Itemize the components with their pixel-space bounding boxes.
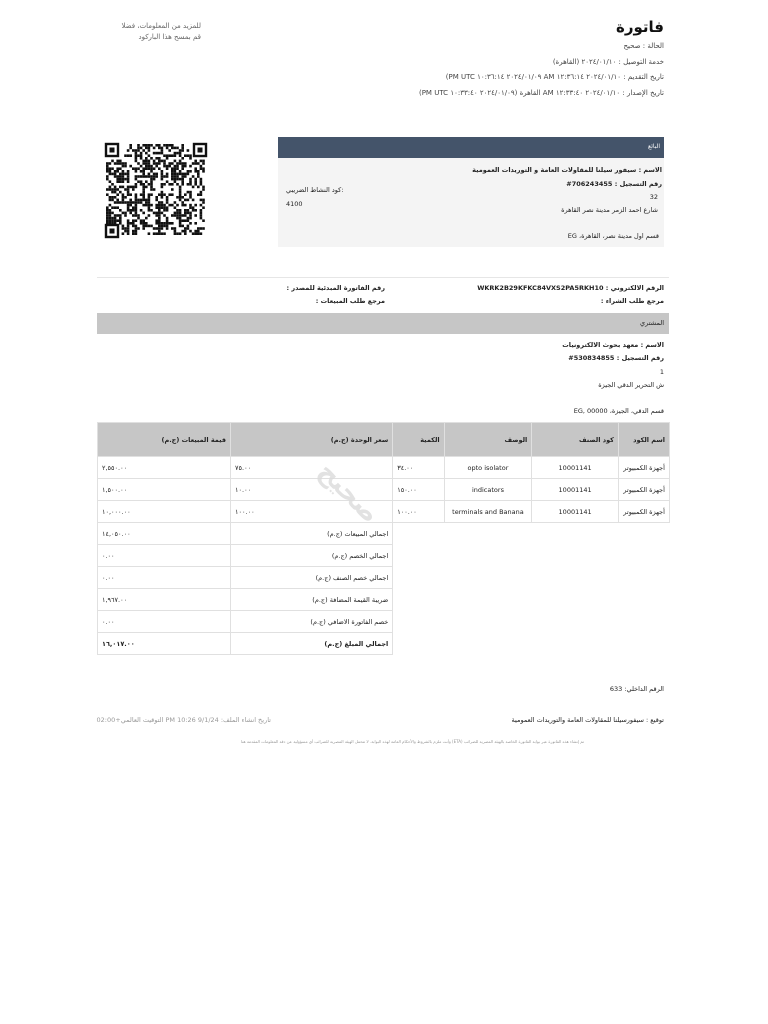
items-table <box>97 422 670 655</box>
cell-item-code: 10001141 <box>532 479 619 501</box>
grand-total-label: اجمالي المبلغ (ج.م) <box>231 633 393 655</box>
total-spacer <box>393 523 670 545</box>
cell-quantity: ١٠٠.٠٠ <box>393 501 444 523</box>
disclaimer: تم إنشاء هذه الفاتورة عبر بوابة الفاتورة الخاصة بالهيئة المصرية للضرائب (ETA) وأنت ملزم بالشروط والأحكام العامة لهذه البوابة. لا تتحمل الهيئة المصرية للضرائب أي مسؤولية عن دقة المعلومات المقدمة هنا <box>241 739 584 744</box>
cell-quantity: ١٥٠.٠٠ <box>393 479 444 501</box>
total-value: ٠.٠٠ <box>98 611 231 633</box>
delivery-date: خدمة التوصيل : ٢٠٢٤/٠١/١٠ (القاهرة) <box>552 58 664 66</box>
col-header-item-code: كود الصنف <box>532 423 619 457</box>
col-header-quantity: الكمية <box>393 423 444 457</box>
total-label: اجمالي الخصم (ج.م) <box>231 545 393 567</box>
buyer-name: الاسم : معهد بحوث الالكترونيات <box>562 341 664 349</box>
col-header-code-name: اسم الكود <box>618 423 669 457</box>
signature: توقيع : سيفورسيلنا للمقاولات العامة والتوريدات العمومية <box>511 716 664 724</box>
total-spacer <box>393 567 670 589</box>
seller-street: شارع احمد الزمر مدينة نصر القاهرة <box>561 206 658 214</box>
qr-code-icon[interactable] <box>104 142 208 239</box>
invoice-status: الحالة : صحيح <box>623 42 664 50</box>
invoice-title: فاتورة <box>616 18 664 36</box>
col-header-unit-price: سعر الوحدة (ج.م) <box>231 423 393 457</box>
col-header-sales-value: قيمة المبيعات (ج.م) <box>98 423 231 457</box>
meta-divider <box>97 277 669 278</box>
submission-date: تاريخ التقديم : ٢٠٢٤/٠١/١٠ ١٢:٣٦:١٤ AM ٢٠٢٤/٠١/٠٩ ١٠:٣٦:١٤ PM UTC) <box>445 73 664 81</box>
seller-region: قسم اول مدينة نصر، القاهرة، EG <box>567 232 659 240</box>
total-label: خصم الفاتورة الاضافي (ج.م) <box>231 611 393 633</box>
seller-header <box>278 137 664 158</box>
cell-sales-value: ٢,٥٥٠.٠٠ <box>98 457 231 479</box>
total-label: اجمالي المبيعات (ج.م) <box>231 523 393 545</box>
buyer-registration: رقم التسجيل : 530834855# <box>568 354 664 362</box>
total-label: اجمالي خصم الصنف (ج.م) <box>231 567 393 589</box>
total-spacer <box>393 633 670 655</box>
total-spacer <box>393 611 670 633</box>
cell-description: indicators <box>444 479 532 501</box>
total-row <box>98 567 670 589</box>
total-label: ضريبة القيمة المضافة (ج.م) <box>231 589 393 611</box>
grand-total-value: ١٦,٠١٧.٠٠ <box>98 633 231 655</box>
valid-watermark: صحيح <box>312 456 386 530</box>
seller-building: 32 <box>649 193 658 201</box>
total-value: ٠.٠٠ <box>98 545 231 567</box>
qr-hint-line-2: قم بمسح هذا الباركود <box>138 33 201 41</box>
table-row <box>98 457 670 479</box>
cell-item-code: 10001141 <box>532 457 619 479</box>
buyer-street: ش التحرير الدقي الجيزة <box>598 381 664 389</box>
cell-code-name: أجهزة الكمبيوتر <box>618 479 669 501</box>
buyer-region: قسم الدقي، الجيزة، EG, 00000 <box>573 407 664 415</box>
cell-unit-price: ١٠.٠٠ <box>231 479 393 501</box>
seller-name: الاسم : سيفور سيلنا للمقاولات العامة و التوريدات العمومية <box>472 166 662 174</box>
buyer-heading: المشتري <box>640 319 664 327</box>
cell-quantity: ٣٤.٠٠ <box>393 457 444 479</box>
internal-id: الرقم الداخلي: 633 <box>609 685 664 693</box>
sales-order-ref: مرجع طلب المبيعات : <box>315 297 385 305</box>
total-row <box>98 611 670 633</box>
total-row <box>98 523 670 545</box>
buyer-header <box>97 313 669 334</box>
table-row <box>98 479 670 501</box>
qr-hint <box>101 21 201 43</box>
seller-heading: البائع <box>648 143 660 150</box>
total-row <box>98 545 670 567</box>
cell-unit-price: ١٠٠.٠٠ <box>231 501 393 523</box>
file-created-date: تاريخ انشاء الملف: 9/1/24 PM 10:26 التوقيت العالمي+02:00 <box>96 716 271 724</box>
grand-total-row <box>98 633 670 655</box>
cell-unit-price: ٧٥.٠٠ <box>231 457 393 479</box>
issue-date: تاريخ الإصدار : ٢٠٢٤/٠١/١٠ ١٢:٣٣:٤٠ AM القاهرة (٢٠٢٤/٠١/٠٩ ١٠:٣٣:٤٠ PM UTC) <box>418 89 664 97</box>
cell-code-name: أجهزة الكمبيوتر <box>618 501 669 523</box>
seller-registration: رقم التسجيل : 706243455# <box>566 180 662 188</box>
seller-activity-code: 4100 <box>286 200 303 208</box>
total-value: ١٤,٠٥٠.٠٠ <box>98 523 231 545</box>
buyer-building: 1 <box>659 368 664 376</box>
qr-hint-line-1: للمزيد من المعلومات، فضلا <box>121 22 201 30</box>
total-row <box>98 589 670 611</box>
issuer-invoice-number: رقم الفاتورة المبدئية للمصدر : <box>286 284 385 292</box>
seller-activity-label: كود النشاط الضريبي: <box>286 186 344 194</box>
cell-sales-value: ١,٥٠٠.٠٠ <box>98 479 231 501</box>
total-spacer <box>393 545 670 567</box>
table-row <box>98 501 670 523</box>
col-header-description: الوصف <box>444 423 532 457</box>
total-spacer <box>393 589 670 611</box>
total-value: ١,٩٦٧.٠٠ <box>98 589 231 611</box>
cell-sales-value: ١٠,٠٠٠.٠٠ <box>98 501 231 523</box>
total-value: ٠.٠٠ <box>98 567 231 589</box>
electronic-id: الرقم الالكتروني : WKRK2B29KFKC84VXS2PA5RKH10 <box>477 284 664 292</box>
cell-description: opto isolator <box>444 457 532 479</box>
cell-code-name: أجهزة الكمبيوتر <box>618 457 669 479</box>
table-header-row <box>98 423 670 457</box>
purchase-order-ref: مرجع طلب الشراء : <box>600 297 664 305</box>
cell-description: terminals and Banana <box>444 501 532 523</box>
cell-item-code: 10001141 <box>532 501 619 523</box>
